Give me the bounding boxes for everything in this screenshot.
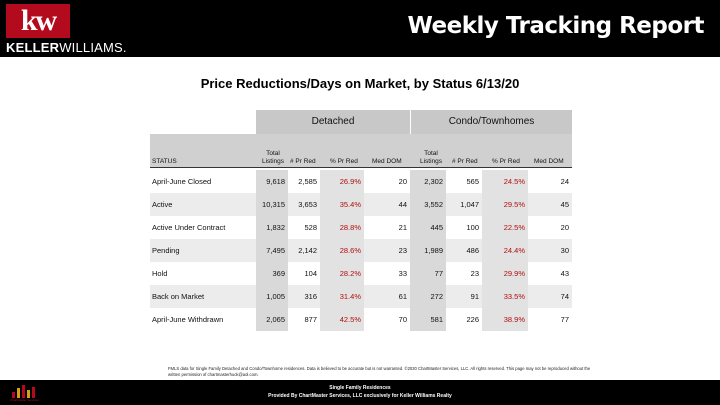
row-status: April-June Closed [152, 177, 212, 186]
cell-c-pr: 1,047 [460, 200, 479, 209]
cell-d-total: 9,618 [256, 170, 288, 193]
col-det-total-b: Listings [261, 158, 285, 165]
cell-d-total: 369 [256, 262, 288, 285]
cell-d-total: 2,065 [256, 308, 288, 331]
footer-line-2: Provided By ChartMaster Services, LLC exclusively for Keller Williams Realty [268, 393, 452, 399]
col-con-total-b: Listings [419, 158, 443, 165]
cell-c-total: 445 [410, 216, 446, 239]
cell-d-pct: 42.5% [320, 308, 364, 331]
cell-c-pct: 24.4% [482, 239, 528, 262]
cell-c-pct: 22.5% [482, 216, 528, 239]
group-header-condo: Condo/Townhomes [410, 110, 572, 134]
cell-c-total: 3,552 [410, 193, 446, 216]
col-con-total-a: Total [424, 150, 438, 157]
cell-d-total: 1,005 [256, 285, 288, 308]
table-row [150, 239, 572, 262]
cell-d-total: 7,495 [256, 239, 288, 262]
footnote: FMLS data for Single Family Detached and Condo/Townhome residences. Data is believed to be accurate but is not warranted. ©2020 ChartMaster Services, LLC. All rights reserved. This page may not be reproduced without the written permission of chartmasterhuck@aol.com. [168, 366, 591, 377]
col-det-med-dom: Med DOM [372, 158, 402, 165]
cell-d-pct: 35.4% [320, 193, 364, 216]
logo-kw-mark: kw [6, 4, 70, 38]
cell-d-dom: 70 [398, 315, 407, 324]
cell-c-pr: 565 [466, 177, 479, 186]
cell-c-pr: 486 [466, 246, 479, 255]
col-con-pr-red: # Pr Red [452, 158, 478, 165]
header-bar [0, 0, 720, 57]
cell-d-pct: 26.9% [320, 170, 364, 193]
cell-c-dom: 24 [560, 177, 569, 186]
cell-c-total: 272 [410, 285, 446, 308]
logo-wordmark: KELLERWILLIAMS. [6, 40, 127, 55]
row-status: Pending [152, 246, 180, 255]
cell-d-dom: 33 [398, 269, 407, 278]
cell-c-pct: 38.9% [482, 308, 528, 331]
col-con-pct-pr-red: % Pr Red [492, 158, 520, 165]
cell-c-pr: 226 [466, 315, 479, 324]
cell-c-pr: 91 [470, 292, 479, 301]
col-status: STATUS [152, 158, 177, 165]
row-status: Back on Market [152, 292, 205, 301]
cell-c-pct: 33.5% [482, 285, 528, 308]
footer-bar [0, 380, 720, 405]
header-rule [150, 167, 572, 168]
cell-d-pct: 28.2% [320, 262, 364, 285]
cell-d-pct: 28.8% [320, 216, 364, 239]
cell-d-dom: 21 [398, 223, 407, 232]
cell-d-dom: 20 [398, 177, 407, 186]
cell-c-pct: 24.5% [482, 170, 528, 193]
keller-williams-logo [6, 4, 146, 54]
cell-d-pr: 104 [304, 269, 317, 278]
cell-d-pct: 31.4% [320, 285, 364, 308]
cell-c-pr: 23 [470, 269, 479, 278]
cell-d-pr: 2,585 [298, 177, 317, 186]
cell-c-pct: 29.5% [482, 193, 528, 216]
page-heading: Price Reductions/Days on Market, by Status 6/13/20 [200, 76, 520, 91]
cell-c-dom: 77 [560, 315, 569, 324]
cell-c-total: 1,989 [410, 239, 446, 262]
cell-c-total: 77 [410, 262, 446, 285]
footer-line-1: Single Family Residences [329, 385, 391, 391]
cell-d-pct: 28.6% [320, 239, 364, 262]
column-header-row [150, 134, 572, 168]
col-det-pct-pr-red: % Pr Red [330, 158, 358, 165]
row-status: April-June Withdrawn [152, 315, 224, 324]
col-con-med-dom: Med DOM [534, 158, 564, 165]
cell-d-pr: 316 [304, 292, 317, 301]
table-row [150, 308, 572, 331]
cell-d-dom: 61 [398, 292, 407, 301]
cell-c-total: 581 [410, 308, 446, 331]
cell-d-pr: 2,142 [298, 246, 317, 255]
cell-c-dom: 43 [560, 269, 569, 278]
table-row [150, 170, 572, 193]
cell-c-pct: 29.9% [482, 262, 528, 285]
cell-c-total: 2,302 [410, 170, 446, 193]
cell-d-total: 1,832 [256, 216, 288, 239]
cell-c-dom: 74 [560, 292, 569, 301]
col-det-total-a: Total [266, 150, 280, 157]
cell-d-total: 10,315 [256, 193, 288, 216]
row-status: Active [152, 200, 173, 209]
chartmaster-logo-text: ChartMaster Services [10, 398, 39, 402]
table-row [150, 285, 572, 308]
cell-d-pr: 3,653 [298, 200, 317, 209]
cell-d-pr: 528 [304, 223, 317, 232]
report-title: Weekly Tracking Report [407, 13, 704, 39]
table-row [150, 193, 572, 216]
cell-c-pr: 100 [466, 223, 479, 232]
row-status: Hold [152, 269, 168, 278]
group-header-detached: Detached [256, 110, 410, 134]
row-status: Active Under Contract [152, 223, 226, 232]
table-row [150, 262, 572, 285]
col-det-pr-red: # Pr Red [290, 158, 316, 165]
cell-d-dom: 44 [398, 200, 407, 209]
cell-d-pr: 877 [304, 315, 317, 324]
table-row [150, 216, 572, 239]
cell-d-dom: 23 [398, 246, 407, 255]
cell-c-dom: 45 [560, 200, 569, 209]
cell-c-dom: 30 [560, 246, 569, 255]
cell-c-dom: 20 [560, 223, 569, 232]
